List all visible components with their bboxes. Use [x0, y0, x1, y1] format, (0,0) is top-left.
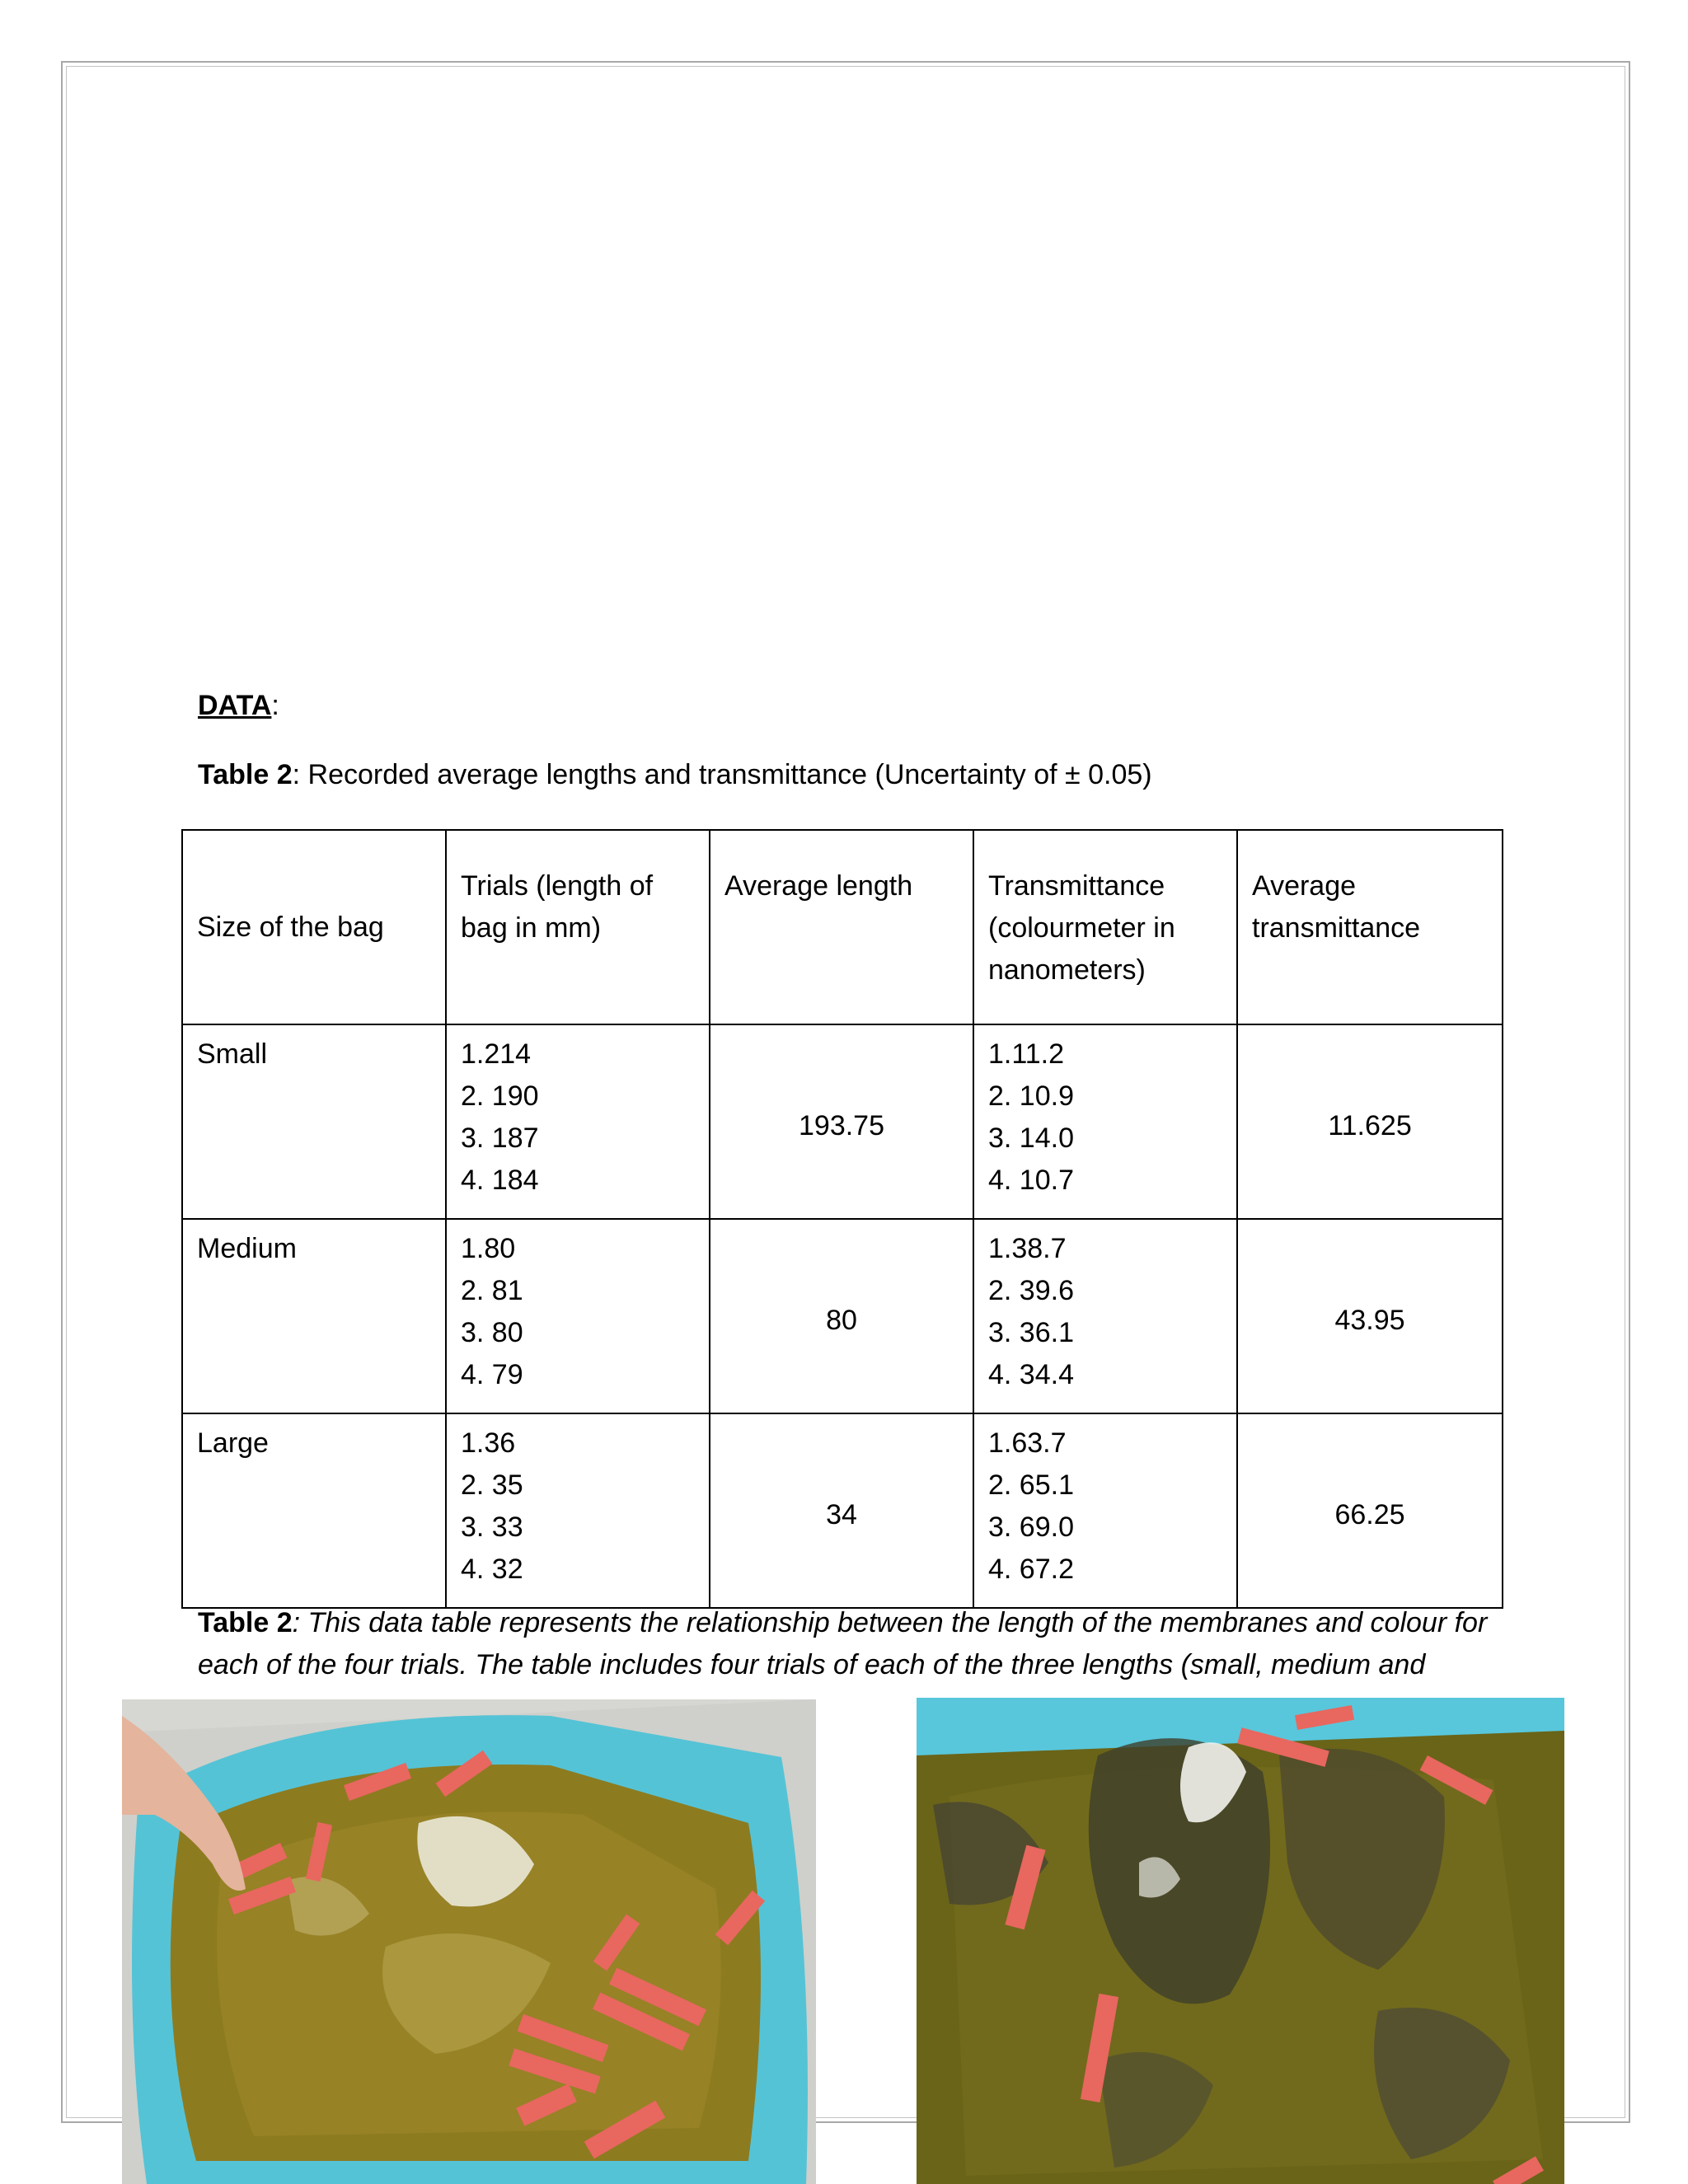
header-transmittance	[973, 830, 1237, 1024]
header-average-transmittance	[1237, 830, 1503, 1024]
transmittance-value: 2. 65.1	[988, 1469, 1074, 1501]
header-size	[182, 830, 446, 1024]
transmittance-value: 2. 39.6	[988, 1275, 1074, 1306]
cell-trials	[446, 1024, 710, 1219]
cell-average-transmittance: 43.95	[1237, 1219, 1503, 1413]
caption-label: Table 2	[198, 1607, 293, 1638]
header-trials	[446, 830, 710, 1024]
trial-value: 1.36	[461, 1427, 516, 1459]
caption-line	[198, 1602, 1517, 1644]
cell-trials	[446, 1219, 710, 1413]
trial-value: 3. 187	[461, 1122, 539, 1154]
transmittance-value: 4. 34.4	[988, 1359, 1074, 1390]
trial-value: 2. 81	[461, 1275, 523, 1306]
transmittance-value: 3. 69.0	[988, 1511, 1074, 1543]
transmittance-value: 4. 67.2	[988, 1554, 1074, 1585]
section-heading	[198, 685, 279, 727]
header-transmittance-line: Transmittance	[988, 870, 1165, 902]
header-size-text: Size of the bag	[197, 911, 384, 943]
transmittance-value: 1.11.2	[988, 1038, 1065, 1070]
table-title	[198, 754, 1152, 796]
photo-tub-right	[917, 1698, 1564, 2184]
trial-value: 2. 190	[461, 1080, 539, 1112]
cell-size: Large	[182, 1413, 446, 1608]
cell-trials	[446, 1413, 710, 1608]
table-row	[182, 1024, 1503, 1219]
transmittance-value: 4. 10.7	[988, 1165, 1074, 1196]
trial-value: 3. 80	[461, 1317, 523, 1348]
cell-size: Small	[182, 1024, 446, 1219]
transmittance-value: 2. 10.9	[988, 1080, 1074, 1112]
cell-average-length: 193.75	[710, 1024, 973, 1219]
table-title-label: Table 2	[198, 759, 293, 790]
section-heading-label: DATA	[198, 690, 272, 721]
data-table	[181, 829, 1503, 1609]
cell-average-transmittance: 11.625	[1237, 1024, 1503, 1219]
trial-value: 4. 32	[461, 1554, 523, 1585]
header-transmittance-line: nanometers)	[988, 954, 1146, 986]
section-heading-colon: :	[271, 690, 279, 721]
cell-transmittance	[973, 1219, 1237, 1413]
cell-average-length: 34	[710, 1413, 973, 1608]
caption-text: each of the four trials. The table includes four trials of each of the three lengths (small, medium and	[198, 1649, 1426, 1680]
caption-text: : This data table represents the relationship between the length of the membranes and colour for	[292, 1607, 1488, 1638]
table-row	[182, 1413, 1503, 1608]
header-trials-line: Trials (length of	[461, 870, 654, 902]
photo-tub-left	[122, 1699, 816, 2184]
caption-line	[198, 1644, 1517, 1686]
header-transmittance-line: (colourmeter in	[988, 912, 1175, 944]
table-caption	[198, 1602, 1517, 1686]
transmittance-value: 1.63.7	[988, 1427, 1067, 1459]
cell-size: Medium	[182, 1219, 446, 1413]
table-row	[182, 1219, 1503, 1413]
cell-transmittance	[973, 1413, 1237, 1608]
header-trials-line: bag in mm)	[461, 912, 602, 944]
photo-tub-right-drawing	[917, 1698, 1564, 2184]
photo-tub-left-drawing	[122, 1699, 816, 2184]
table-title-text: : Recorded average lengths and transmittance (Uncertainty of ± 0.05)	[292, 759, 1152, 790]
header-average-transmittance-line: transmittance	[1252, 912, 1421, 944]
table-header-row	[182, 830, 1503, 1024]
header-average-transmittance-line: Average	[1252, 870, 1357, 902]
cell-average-transmittance: 66.25	[1237, 1413, 1503, 1608]
transmittance-value: 1.38.7	[988, 1233, 1067, 1264]
trial-value: 2. 35	[461, 1469, 523, 1501]
header-average-length	[710, 830, 973, 1024]
cell-average-length: 80	[710, 1219, 973, 1413]
cell-transmittance	[973, 1024, 1237, 1219]
transmittance-value: 3. 14.0	[988, 1122, 1074, 1154]
trial-value: 3. 33	[461, 1511, 523, 1543]
transmittance-value: 3. 36.1	[988, 1317, 1074, 1348]
trial-value: 1.214	[461, 1038, 532, 1070]
trial-value: 4. 184	[461, 1165, 539, 1196]
trial-value: 1.80	[461, 1233, 516, 1264]
header-average-length-text: Average length	[724, 870, 913, 902]
trial-value: 4. 79	[461, 1359, 523, 1390]
